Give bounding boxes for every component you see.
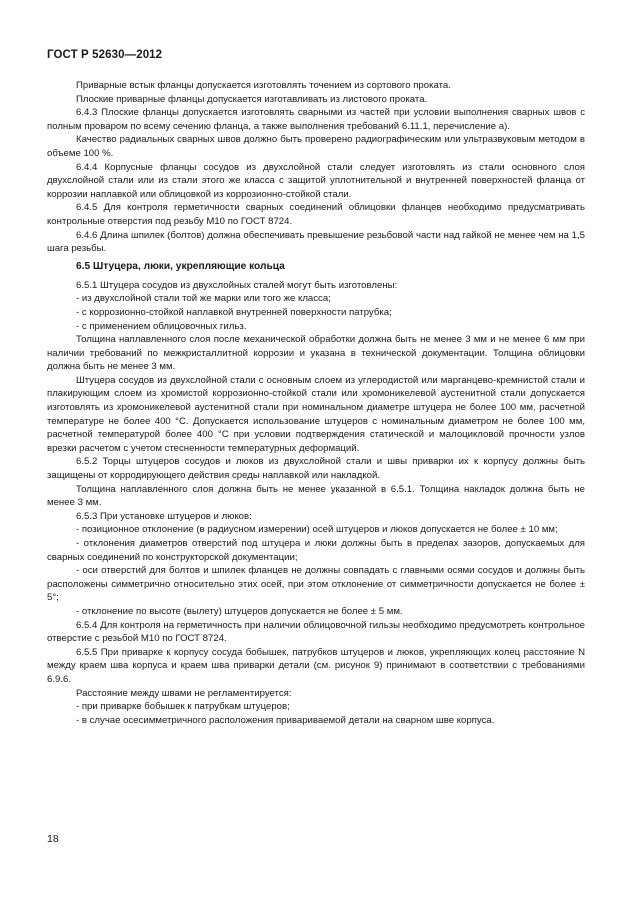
list-item: - с коррозионно-стойкой наплавкой внутренней поверхности патрубка; [76, 306, 392, 318]
page-number: 18 [47, 833, 59, 845]
list-item: - отклонения диаметров отверстий под штуцера и люки должны быть в пределах зазоров, допускаемых для сварных соединений по конструкторской документации; [47, 538, 585, 563]
list-item: - из двухслойной стали той же марки или того же класса; [76, 293, 331, 305]
document-header: ГОСТ Р 52630—2012 [47, 49, 163, 61]
paragraph: Качество радиальных сварных швов должно быть проверено радиографическим или ультразвуковым методом в объеме 100 %. [47, 134, 585, 159]
list-item: - в случае осесимметричного расположения привариваемой детали на сварном шве корпуса. [76, 714, 495, 726]
paragraph: 6.4.4 Корпусные фланцы сосудов из двухслойной стали следует изготовлять из стали основного слоя двухслойной стали или из стали этого же класса с защитой уплотнительной и внутренней поверхностей фланца от коррозии наплавкой или облицовкой из коррозионно-стойкой стали. [47, 161, 585, 200]
list-item: - с применением облицовочных гильз. [76, 320, 247, 332]
list-item: - позиционное отклонение (в радиусном измерении) осей штуцеров и люков допускается не более ± 10 мм; [76, 524, 558, 536]
paragraph: 6.5.1 Штуцера сосудов из двухслойных сталей могут быть изготовлены: [76, 279, 398, 291]
paragraph: Штуцера сосудов из двухслойной стали с основным слоем из углеродистой или марганцево-кремнистой стали и плакирующим слоем из хромистой коррозионно-стойкой стали или хромоникелевой аустенитной стали допускается изготовлять из хромоникелевой аустенитной стали при номинальном диаметре штуцера не более 100 мм, расчетной температуре не более 400 °С. Допускается использование штуцеров с номинальным диаметром не более 100 мм, расчетной температурой более 400 °С при условии подтверждения статической и малоцикловой прочности узлов врезки расчетом с учетом стесненности температурных деформаций. [47, 374, 585, 454]
paragraph: 6.4.6 Длина шпилек (болтов) должна обеспечивать превышение резьбовой части над гайкой не менее чем на 1,5 шага резьбы. [47, 229, 585, 255]
paragraph: 6.5.5 При приварке к корпусу сосуда бобышек, патрубков штуцеров и люков, укрепляющих колец расстояние N между краем шва корпуса и краем шва приварки детали (см. рисунок 9) принимают в соответствии с требованиями 6.9.6. [47, 646, 585, 685]
list-item: - оси отверстий для болтов и шпилек фланцев не должны совпадать с главными осями сосудов и должны быть расположены симметрично относительно этих осей, при этом отклонение от симметричности допускается не более ± 5°; [47, 565, 585, 604]
list-item: - отклонение по высоте (вылету) штуцеров допускается не более ± 5 мм. [76, 605, 403, 617]
section-heading: 6.5 Штуцера, люки, укрепляющие кольца [76, 260, 285, 272]
paragraph: Толщина наплавленного слоя должна быть не менее указанной в 6.5.1. Толщина накладок должна быть не менее 3 мм. [47, 483, 585, 509]
paragraph: Плоские приварные фланцы допускается изготавливать из листового проката. [76, 93, 428, 105]
paragraph: 6.5.4 Для контроля на герметичность при наличии облицовочной гильзы необходимо предусмотреть контрольное отверстие с резьбой М10 по ГОСТ 8724. [47, 619, 585, 645]
document-body [47, 79, 585, 727]
paragraph: 6.5.3 При установке штуцеров и люков: [76, 510, 252, 522]
paragraph: 6.5.2 Торцы штуцеров сосудов и люков из двухслойной стали и швы приварки их к корпусу должны быть защищены от корродирующего действия среды наплавкой или накладкой. [47, 456, 585, 482]
paragraph: 6.4.3 Плоские фланцы допускается изготовлять сварными из частей при условии выполнения сварных швов с полным проваром по всему сечению фланца, а также выполнения требований 6.11.1, перечисление а). [47, 107, 585, 132]
paragraph: Толщина наплавленного слоя после механической обработки должна быть не менее 3 мм и не менее 6 мм при наличии требований по межкристаллитной коррозии и указана в технической документации. Толщина облицовки должна быть не менее 3 мм. [47, 334, 585, 373]
list-item: - при приварке бобышек к патрубкам штуцеров; [76, 701, 290, 713]
paragraph: 6.4.5 Для контроля герметичности сварных соединений облицовки фланцев необходимо предусматривать контрольные отверстия под резьбу М10 по ГОСТ 8724. [47, 202, 585, 227]
paragraph: Расстояние между швами не регламентируется: [76, 687, 292, 699]
paragraph: Приварные встык фланцы допускается изготовлять точением из сортового проката. [76, 80, 451, 91]
